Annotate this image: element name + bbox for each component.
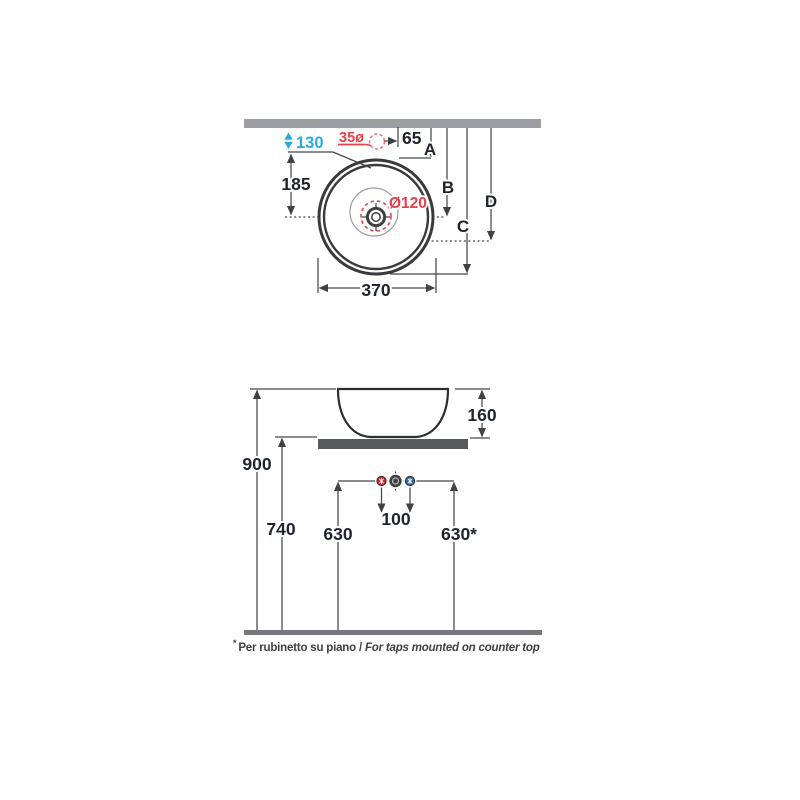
cold-water-symbol <box>404 475 417 488</box>
dim-35-label: 35ø <box>339 130 364 146</box>
tap-hole-dashed-circle <box>370 134 385 149</box>
updown-arrow-icon <box>284 133 292 150</box>
footnote-asterisk: * <box>233 638 237 648</box>
dim-130-label: 130 <box>296 134 324 152</box>
drain-inner-ring <box>372 213 380 221</box>
hot-water-symbol <box>375 475 388 488</box>
floor-line <box>244 630 542 635</box>
dim-185-label: 185 <box>281 174 311 194</box>
basin-front-outline <box>338 389 448 437</box>
ref-letter-d: D <box>484 192 498 211</box>
wall-bar <box>244 119 541 128</box>
top-view <box>244 119 541 300</box>
dim-900-label: 900 <box>242 454 272 474</box>
ref-letter-c: C <box>456 217 470 236</box>
dim-120-label: Ø120 <box>389 195 427 212</box>
footnote <box>233 638 540 654</box>
footnote-english-text: For taps mounted on counter top <box>364 641 540 654</box>
front-view <box>242 389 542 635</box>
ref-letter-a: A <box>423 140 437 159</box>
counter-slab <box>318 439 468 449</box>
ref-letter-b: B <box>441 178 455 197</box>
dim-100-label: 100 <box>381 509 411 529</box>
dim-65-label: 65 <box>402 128 422 148</box>
dim-370-label: 370 <box>361 280 391 300</box>
dim-630star-label: 630* <box>440 524 478 544</box>
dim-160-label: 160 <box>467 405 497 425</box>
waste-drain-symbol <box>388 472 404 491</box>
dim-740-label: 740 <box>266 519 296 539</box>
dim-630-label: 630 <box>323 524 353 544</box>
footnote-separator: / <box>358 641 362 654</box>
footnote-italian-text: Per rubinetto su piano <box>238 641 356 654</box>
